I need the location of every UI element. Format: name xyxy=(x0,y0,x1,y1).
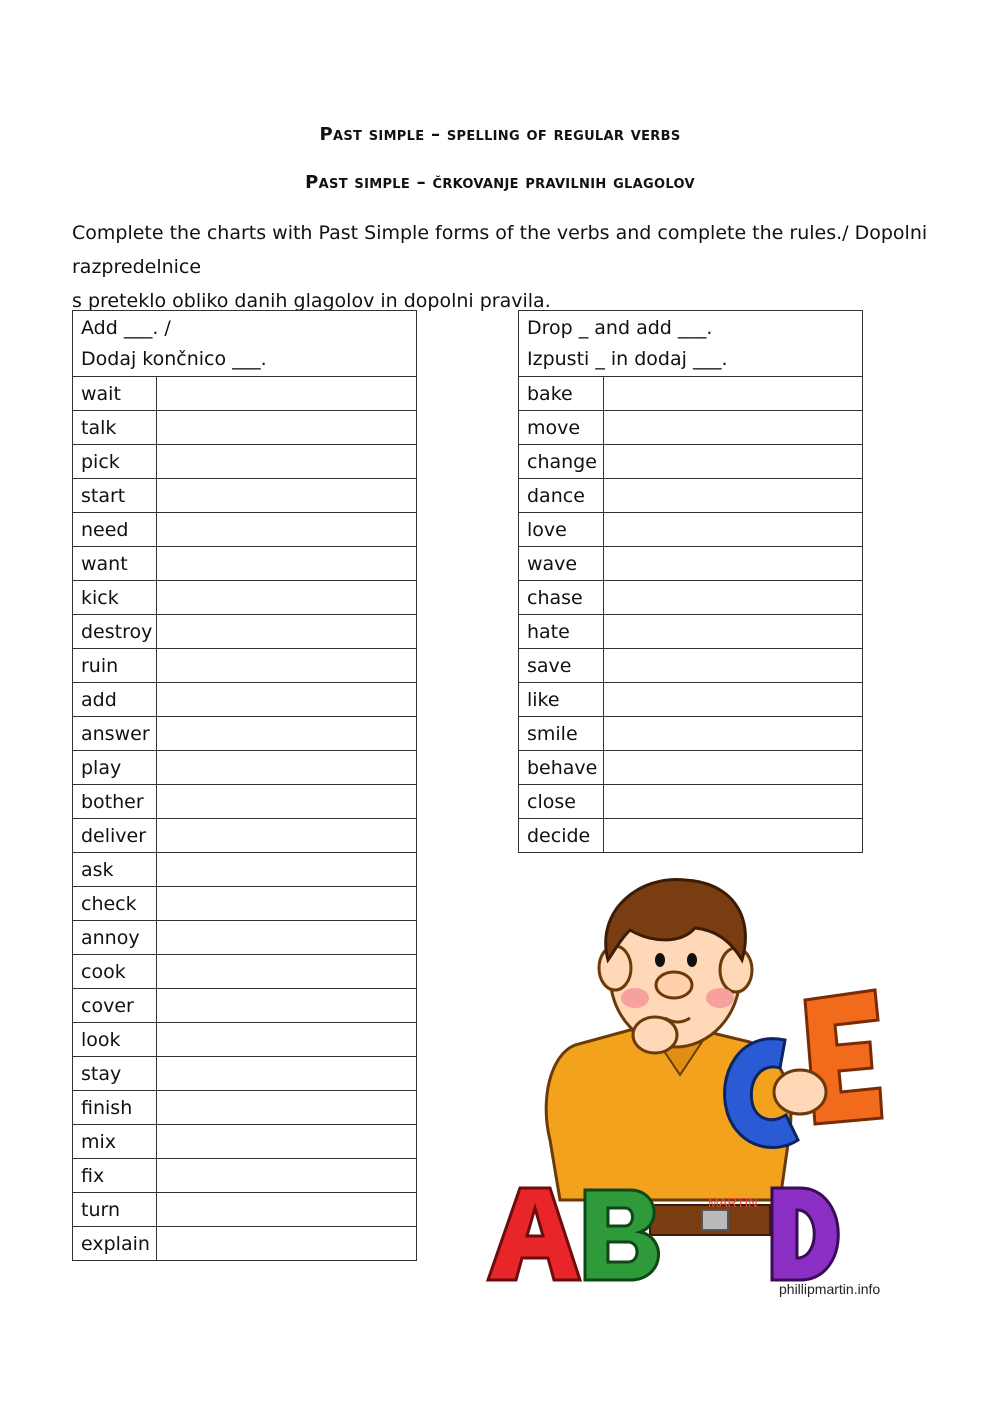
base-verb-cell: start xyxy=(73,479,157,513)
base-verb-cell: destroy xyxy=(73,615,157,649)
past-simple-answer-cell[interactable] xyxy=(604,717,863,751)
verb-row xyxy=(519,411,863,445)
verb-row xyxy=(73,819,417,853)
past-simple-answer-cell[interactable] xyxy=(604,377,863,411)
verb-row xyxy=(73,411,417,445)
verb-row xyxy=(73,683,417,717)
base-verb-cell: pick xyxy=(73,445,157,479)
instructions-line-2: s preteklo obliko danih glagolov in dopolni pravila. xyxy=(72,290,551,312)
nose xyxy=(656,972,692,998)
rule-slovene: Izpusti _ in dodaj ___. xyxy=(527,348,728,370)
base-verb-cell: save xyxy=(519,649,604,683)
base-verb-cell: annoy xyxy=(73,921,157,955)
verb-row xyxy=(73,717,417,751)
verb-row xyxy=(73,989,417,1023)
base-verb-cell: stay xyxy=(73,1057,157,1091)
base-verb-cell: behave xyxy=(519,751,604,785)
base-verb-cell: ruin xyxy=(73,649,157,683)
past-simple-answer-cell[interactable] xyxy=(604,819,863,853)
past-simple-answer-cell[interactable] xyxy=(157,479,417,513)
past-simple-answer-cell[interactable] xyxy=(157,411,417,445)
verb-row xyxy=(519,683,863,717)
past-simple-answer-cell[interactable] xyxy=(157,1057,417,1091)
verb-row xyxy=(73,1159,417,1193)
verb-row xyxy=(519,581,863,615)
belt-buckle xyxy=(702,1210,728,1230)
base-verb-cell: wait xyxy=(73,377,157,411)
base-verb-cell: kick xyxy=(73,581,157,615)
verb-row xyxy=(73,445,417,479)
base-verb-cell: play xyxy=(73,751,157,785)
base-verb-cell: hate xyxy=(519,615,604,649)
title-english: Past simple – spelling of regular verbs xyxy=(319,124,681,145)
past-simple-answer-cell[interactable] xyxy=(157,955,417,989)
base-verb-cell: decide xyxy=(519,819,604,853)
past-simple-answer-cell[interactable] xyxy=(157,785,417,819)
verb-row xyxy=(73,853,417,887)
image-credit: phillipmartin.info xyxy=(779,1281,881,1297)
base-verb-cell: smile xyxy=(519,717,604,751)
past-simple-answer-cell[interactable] xyxy=(157,377,417,411)
chart-header-row xyxy=(519,311,863,377)
base-verb-cell: bake xyxy=(519,377,604,411)
verb-row xyxy=(519,819,863,853)
past-simple-answer-cell[interactable] xyxy=(157,1193,417,1227)
verb-row xyxy=(519,751,863,785)
verb-row xyxy=(519,717,863,751)
past-simple-answer-cell[interactable] xyxy=(604,785,863,819)
verb-row xyxy=(73,547,417,581)
base-verb-cell: answer xyxy=(73,717,157,751)
past-simple-answer-cell[interactable] xyxy=(157,547,417,581)
verb-row xyxy=(73,1057,417,1091)
past-simple-answer-cell[interactable] xyxy=(604,581,863,615)
verb-row xyxy=(73,887,417,921)
verb-row xyxy=(519,547,863,581)
past-simple-answer-cell[interactable] xyxy=(157,819,417,853)
verb-row xyxy=(73,513,417,547)
letter-d xyxy=(772,1188,838,1280)
left-eye xyxy=(655,953,665,967)
verb-row xyxy=(519,649,863,683)
thinking-hand xyxy=(633,1017,677,1053)
chart-add-ed xyxy=(72,310,417,1261)
left-cheek xyxy=(621,988,649,1008)
past-simple-answer-cell[interactable] xyxy=(604,411,863,445)
verb-row xyxy=(519,377,863,411)
base-verb-cell: move xyxy=(519,411,604,445)
right-ear xyxy=(720,948,752,992)
past-simple-answer-cell[interactable] xyxy=(604,479,863,513)
past-simple-answer-cell[interactable] xyxy=(604,615,863,649)
past-simple-answer-cell[interactable] xyxy=(157,1023,417,1057)
chart-header-row xyxy=(73,311,417,377)
verb-row xyxy=(519,513,863,547)
rule-english: Add ___. / xyxy=(81,317,171,339)
past-simple-answer-cell[interactable] xyxy=(157,717,417,751)
base-verb-cell: bother xyxy=(73,785,157,819)
base-verb-cell: need xyxy=(73,513,157,547)
base-verb-cell: want xyxy=(73,547,157,581)
past-simple-answer-cell[interactable] xyxy=(157,683,417,717)
instructions-line-1: Complete the charts with Past Simple forms of the verbs and complete the rules./ Dopolni razpredelnice xyxy=(72,222,928,278)
base-verb-cell: close xyxy=(519,785,604,819)
verb-row xyxy=(73,615,417,649)
base-verb-cell: add xyxy=(73,683,157,717)
past-simple-answer-cell[interactable] xyxy=(157,615,417,649)
verb-row xyxy=(519,479,863,513)
past-simple-answer-cell[interactable] xyxy=(157,581,417,615)
past-simple-answer-cell[interactable] xyxy=(157,649,417,683)
rule-cell xyxy=(519,311,863,377)
past-simple-answer-cell[interactable] xyxy=(604,445,863,479)
verb-row xyxy=(519,785,863,819)
past-simple-answer-cell[interactable] xyxy=(157,887,417,921)
left-ear xyxy=(599,946,631,990)
verb-row xyxy=(73,955,417,989)
base-verb-cell: explain xyxy=(73,1227,157,1261)
past-simple-answer-cell[interactable] xyxy=(604,751,863,785)
verb-row xyxy=(73,1023,417,1057)
base-verb-cell: talk xyxy=(73,411,157,445)
title-slovene: Past simple – črkovanje pravilnih glagolov xyxy=(305,172,695,193)
past-simple-answer-cell[interactable] xyxy=(157,445,417,479)
verb-row xyxy=(73,1091,417,1125)
base-verb-cell: dance xyxy=(519,479,604,513)
past-simple-answer-cell[interactable] xyxy=(157,513,417,547)
verb-row xyxy=(73,479,417,513)
past-simple-answer-cell[interactable] xyxy=(157,921,417,955)
past-simple-answer-cell[interactable] xyxy=(157,1227,417,1261)
verb-row xyxy=(73,1125,417,1159)
past-simple-answer-cell[interactable] xyxy=(157,751,417,785)
verb-row xyxy=(519,615,863,649)
verb-row xyxy=(73,377,417,411)
chart-drop-e-add-d xyxy=(518,310,863,853)
past-simple-answer-cell[interactable] xyxy=(157,1091,417,1125)
base-verb-cell: finish xyxy=(73,1091,157,1125)
past-simple-answer-cell[interactable] xyxy=(157,853,417,887)
past-simple-answer-cell[interactable] xyxy=(604,513,863,547)
rule-cell xyxy=(73,311,417,377)
base-verb-cell: love xyxy=(519,513,604,547)
verb-row xyxy=(73,581,417,615)
base-verb-cell: like xyxy=(519,683,604,717)
boy-with-letters-illustration xyxy=(480,870,900,1310)
verb-row xyxy=(73,751,417,785)
verb-row xyxy=(73,921,417,955)
right-cheek xyxy=(706,988,734,1008)
base-verb-cell: turn xyxy=(73,1193,157,1227)
base-verb-cell: wave xyxy=(519,547,604,581)
rule-slovene: Dodaj končnico ___. xyxy=(81,348,267,370)
past-simple-answer-cell[interactable] xyxy=(157,989,417,1023)
base-verb-cell: fix xyxy=(73,1159,157,1193)
base-verb-cell: check xyxy=(73,887,157,921)
verb-row xyxy=(73,649,417,683)
base-verb-cell: ask xyxy=(73,853,157,887)
right-eye xyxy=(687,953,697,967)
instructions xyxy=(72,216,952,318)
base-verb-cell: cook xyxy=(73,955,157,989)
letter-a xyxy=(488,1188,580,1280)
past-simple-answer-cell[interactable] xyxy=(604,547,863,581)
past-simple-answer-cell[interactable] xyxy=(157,1125,417,1159)
base-verb-cell: cover xyxy=(73,989,157,1023)
martin-watermark: MARTIN xyxy=(708,1195,758,1210)
holding-hand xyxy=(774,1070,826,1114)
verb-row xyxy=(73,1193,417,1227)
base-verb-cell: chase xyxy=(519,581,604,615)
past-simple-answer-cell[interactable] xyxy=(604,649,863,683)
base-verb-cell: mix xyxy=(73,1125,157,1159)
letter-b xyxy=(585,1190,659,1280)
past-simple-answer-cell[interactable] xyxy=(604,683,863,717)
base-verb-cell: change xyxy=(519,445,604,479)
rule-english: Drop _ and add ___. xyxy=(527,317,713,339)
base-verb-cell: look xyxy=(73,1023,157,1057)
verb-row xyxy=(73,1227,417,1261)
verb-row xyxy=(73,785,417,819)
verb-row xyxy=(519,445,863,479)
past-simple-answer-cell[interactable] xyxy=(157,1159,417,1193)
base-verb-cell: deliver xyxy=(73,819,157,853)
